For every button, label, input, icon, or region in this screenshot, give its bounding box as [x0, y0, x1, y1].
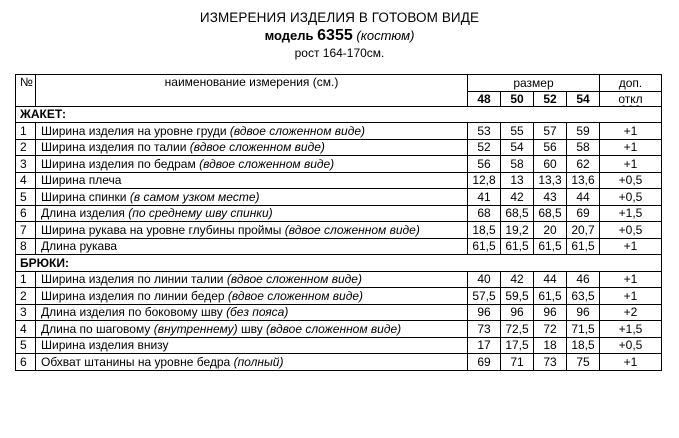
size-value: 63,5 — [567, 288, 600, 305]
size-value: 71 — [501, 354, 534, 371]
size-value: 56 — [468, 156, 501, 173]
size-value: 43 — [534, 189, 567, 206]
row-number: 5 — [16, 189, 36, 206]
row-number: 3 — [16, 156, 36, 173]
row-number: 2 — [16, 139, 36, 156]
table-row — [16, 123, 662, 140]
row-number: 8 — [16, 238, 36, 255]
tolerance-value: +1 — [600, 123, 662, 140]
size-value: 13 — [501, 172, 534, 189]
measurement-label: Длина изделия — [41, 206, 125, 221]
measurement-name — [36, 189, 468, 206]
measurement-label: Ширина спинки — [41, 189, 127, 204]
size-value: 61,5 — [534, 238, 567, 255]
size-value: 17,5 — [501, 337, 534, 354]
measurement-name — [36, 304, 468, 321]
measurement-name — [36, 172, 468, 189]
size-value: 75 — [567, 354, 600, 371]
table-row — [16, 172, 662, 189]
size-value: 73 — [468, 321, 501, 338]
tolerance-value: +0,5 — [600, 172, 662, 189]
size-value: 96 — [468, 304, 501, 321]
size-value: 44 — [534, 271, 567, 288]
measurement-note: (вдвое сложенном виде) — [199, 156, 335, 171]
size-value: 18,5 — [567, 337, 600, 354]
height-info: рост 164-170см. — [294, 46, 385, 60]
tolerance-value: +1 — [600, 288, 662, 305]
tolerance-value: +1,5 — [600, 205, 662, 222]
measurement-name — [36, 354, 468, 371]
measurement-name — [36, 337, 468, 354]
measurement-label: Ширина рукава на уровне глубины проймы — [41, 222, 282, 237]
row-number: 6 — [16, 205, 36, 222]
size-value: 61,5 — [534, 288, 567, 305]
size-value: 61,5 — [567, 238, 600, 255]
tolerance-value: +1 — [600, 238, 662, 255]
size-value: 19,2 — [501, 222, 534, 239]
measurement-name — [36, 288, 468, 305]
size-value: 13,3 — [534, 172, 567, 189]
measurement-name — [36, 321, 468, 338]
size-value: 60 — [534, 156, 567, 173]
measurement-label: Ширина плеча — [41, 173, 122, 188]
size-header: 48 — [468, 91, 501, 106]
tolerance-value: +0,5 — [600, 222, 662, 239]
measurement-name — [36, 271, 468, 288]
col-extra-header-2-text: откл — [618, 91, 643, 106]
model-number: 6355 — [317, 27, 353, 44]
measurement-label: Длина по шаговому — [41, 321, 151, 336]
measurement-note: (вдвое сложенном виде) — [189, 140, 325, 155]
table-row — [16, 271, 662, 288]
table-row — [16, 337, 662, 354]
measurement-name — [36, 156, 468, 173]
measurement-label: Ширина изделия по линии бедер — [41, 288, 225, 303]
size-value: 57 — [534, 123, 567, 140]
size-value: 46 — [567, 271, 600, 288]
row-number: 4 — [16, 321, 36, 338]
table-row — [16, 354, 662, 371]
model-note: (костюм) — [356, 28, 415, 43]
size-value: 72 — [534, 321, 567, 338]
size-value: 68,5 — [501, 205, 534, 222]
size-header: 50 — [501, 91, 534, 106]
measurement-name — [36, 238, 468, 255]
size-value: 42 — [501, 271, 534, 288]
size-value: 96 — [567, 304, 600, 321]
col-name-header: наименование измерения (см.) — [36, 75, 468, 107]
tolerance-value: +1 — [600, 354, 662, 371]
size-value: 58 — [567, 139, 600, 156]
size-value: 62 — [567, 156, 600, 173]
measurement-note: (вдвое сложенном виде) — [227, 288, 363, 303]
size-value: 72,5 — [501, 321, 534, 338]
tolerance-value: +1,5 — [600, 321, 662, 338]
col-extra-header-2 — [600, 91, 662, 106]
measurement-label: Обхват штанины на уровне бедра — [41, 354, 231, 369]
measurement-note: (без пояса) — [226, 305, 289, 320]
measurement-note: (полный) — [233, 354, 284, 369]
size-value: 61,5 — [468, 238, 501, 255]
measurement-label: Длина изделия по боковому шву — [41, 305, 223, 320]
size-value: 54 — [501, 139, 534, 156]
size-value: 13,6 — [567, 172, 600, 189]
size-value: 44 — [567, 189, 600, 206]
row-number: 6 — [16, 354, 36, 371]
row-number: 4 — [16, 172, 36, 189]
table-row — [16, 238, 662, 255]
tolerance-value: +1 — [600, 156, 662, 173]
table-row — [16, 205, 662, 222]
tolerance-value: +1 — [600, 271, 662, 288]
measurement-label: Ширина изделия по линии талии — [41, 272, 224, 287]
col-extra-header-1: доп. — [600, 75, 662, 92]
size-value: 58 — [501, 156, 534, 173]
row-number: 1 — [16, 123, 36, 140]
size-value: 57,5 — [468, 288, 501, 305]
size-value: 96 — [501, 304, 534, 321]
measurement-note: (по среднему шву спинки) — [128, 206, 273, 221]
size-value: 41 — [468, 189, 501, 206]
measurement-name — [36, 123, 468, 140]
measurement-name — [36, 205, 468, 222]
table-row — [16, 156, 662, 173]
measurement-name — [36, 222, 468, 239]
measurement-note: (в самом узком месте) — [129, 189, 260, 204]
tolerance-value: +0,5 — [600, 189, 662, 206]
measurement-label: Ширина изделия по талии — [41, 140, 187, 155]
size-value: 17 — [468, 337, 501, 354]
measurement-note: (внутреннему) — [153, 321, 238, 336]
measurement-label: Ширина изделия по бедрам — [41, 156, 196, 171]
row-number: 3 — [16, 304, 36, 321]
size-value: 69 — [468, 354, 501, 371]
size-value: 20,7 — [567, 222, 600, 239]
measurements-table — [15, 74, 662, 371]
measurement-note: (вдвое сложенном виде) — [226, 272, 362, 287]
measurement-name — [36, 139, 468, 156]
size-value: 59,5 — [501, 288, 534, 305]
size-value: 61,5 — [501, 238, 534, 255]
measurement-label: шву — [240, 321, 263, 336]
section-title: ЖАКЕТ: — [16, 106, 662, 123]
table-row — [16, 288, 662, 305]
tolerance-value: +1 — [600, 139, 662, 156]
size-value: 73 — [534, 354, 567, 371]
row-number: 1 — [16, 271, 36, 288]
size-value: 52 — [468, 139, 501, 156]
table-row — [16, 321, 662, 338]
size-value: 55 — [501, 123, 534, 140]
measurement-label: Ширина изделия внизу — [41, 338, 169, 353]
size-value: 20 — [534, 222, 567, 239]
size-value: 53 — [468, 123, 501, 140]
page-title: ИЗМЕРЕНИЯ ИЗДЕЛИЯ В ГОТОВОМ ВИДЕ — [199, 10, 480, 25]
size-header: 52 — [534, 91, 567, 106]
row-number: 7 — [16, 222, 36, 239]
tolerance-value: +2 — [600, 304, 662, 321]
table-row — [16, 304, 662, 321]
size-value: 56 — [534, 139, 567, 156]
size-value: 18,5 — [468, 222, 501, 239]
measurement-note: (вдвое сложенном виде) — [229, 123, 366, 138]
table-row — [16, 222, 662, 239]
size-value: 71,5 — [567, 321, 600, 338]
size-value: 69 — [567, 205, 600, 222]
size-value: 18 — [534, 337, 567, 354]
size-value: 40 — [468, 271, 501, 288]
row-number: 2 — [16, 288, 36, 305]
size-value: 59 — [567, 123, 600, 140]
size-value: 12,8 — [468, 172, 501, 189]
col-num-header: № — [16, 75, 36, 107]
measurement-label: Длина рукава — [41, 239, 118, 254]
size-header: 54 — [567, 91, 600, 106]
table-row — [16, 139, 662, 156]
table-row — [16, 189, 662, 206]
size-value: 68,5 — [534, 205, 567, 222]
col-size-header: размер — [468, 75, 600, 92]
measurement-label: Ширина изделия на уровне груди — [41, 123, 227, 138]
row-number: 5 — [16, 337, 36, 354]
measurement-note: (вдвое сложенном виде) — [266, 321, 402, 336]
size-value: 68 — [468, 205, 501, 222]
measurement-note: (вдвое сложенном виде) — [284, 222, 420, 237]
model-label: модель — [264, 28, 314, 43]
section-title: БРЮКИ: — [16, 255, 662, 272]
size-value: 42 — [501, 189, 534, 206]
tolerance-value: +0,5 — [600, 337, 662, 354]
size-value: 96 — [534, 304, 567, 321]
model-line — [0, 27, 679, 45]
